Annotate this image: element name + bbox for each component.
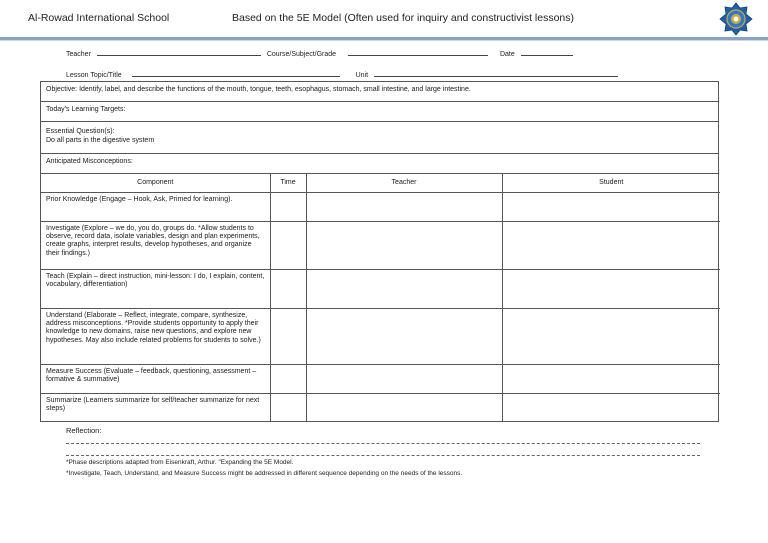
date-blank[interactable]: [521, 49, 573, 56]
lesson-blank[interactable]: [132, 70, 340, 77]
column-header-teacher: Teacher: [306, 174, 502, 192]
teacher-cell[interactable]: [306, 393, 502, 421]
learning-targets-label: Today's Learning Targets:: [46, 106, 126, 113]
reflection-line[interactable]: [66, 443, 700, 444]
teacher-label: Teacher: [66, 51, 91, 58]
unit-label: Unit: [355, 72, 369, 79]
student-cell[interactable]: [502, 364, 720, 393]
column-header-time: Time: [270, 174, 306, 192]
misconceptions-label: Anticipated Misconceptions:: [46, 158, 133, 165]
teacher-cell[interactable]: [306, 308, 502, 364]
page-header: [0, 0, 768, 38]
footnote: *Investigate, Teach, Understand, and Measure Success might be addressed in different sequence depending on the needs of the lessons.: [66, 470, 463, 477]
reflection-line[interactable]: [66, 455, 700, 456]
component-cell: Understand (Elaborate – Reflect, integrate, compare, synthesize, address misconceptions. *Provide students opportunity to apply their knowledge to new domains, raise new questions, and explore new hypotheses. May also include related problems for students to solve.): [41, 308, 270, 364]
date-label: Date: [499, 51, 515, 58]
essential-question-text: Do all parts in the digestive system: [46, 137, 155, 144]
table-row: [41, 269, 720, 308]
component-cell: Teach (Explain – direct instruction, mini-lesson: I do, I explain, content, vocabulary, differentiation): [41, 269, 270, 308]
misconceptions-row: [41, 154, 718, 174]
lesson-plan-form: [40, 81, 719, 422]
time-cell[interactable]: [270, 393, 306, 421]
teacher-course-date-row: [66, 49, 577, 58]
column-header-student: Student: [502, 174, 720, 192]
header-rule-thin: [0, 40, 768, 41]
teacher-cell[interactable]: [306, 192, 502, 221]
student-cell[interactable]: [502, 221, 720, 269]
unit-blank[interactable]: [374, 70, 618, 77]
student-cell[interactable]: [502, 308, 720, 364]
table-row: [41, 192, 720, 221]
teacher-cell[interactable]: [306, 364, 502, 393]
student-cell[interactable]: [502, 192, 720, 221]
time-cell[interactable]: [270, 192, 306, 221]
reflection-label: Reflection:: [66, 426, 102, 435]
learning-targets-row: [41, 102, 718, 122]
model-title: Based on the 5E Model (Often used for inquiry and constructivist lessons): [232, 12, 575, 24]
table-row: [41, 308, 720, 364]
component-cell: Prior Knowledge (Engage – Hook, Ask, Primed for learning).: [41, 192, 270, 221]
lesson-unit-row: [66, 70, 622, 79]
time-cell[interactable]: [270, 308, 306, 364]
teacher-cell[interactable]: [306, 269, 502, 308]
time-cell[interactable]: [270, 364, 306, 393]
component-cell: Measure Success (Evaluate – feedback, questioning, assessment – formative & summative): [41, 364, 270, 393]
column-header-component: Component: [41, 174, 270, 192]
objective-row: [41, 82, 718, 102]
essential-question-row: [41, 122, 718, 154]
essential-question-label: Essential Question(s):: [46, 128, 115, 135]
course-blank[interactable]: [348, 49, 488, 56]
course-label: Course/Subject/Grade: [266, 51, 337, 58]
teacher-blank[interactable]: [97, 49, 261, 56]
table-row: [41, 221, 720, 269]
time-cell[interactable]: [270, 269, 306, 308]
table-row: [41, 393, 720, 421]
component-cell: Investigate (Explore – we do, you do, groups do. *Allow students to observe, record data, isolate variables, design and plan experiments, create graphs, interpret results, develop hypotheses, and organize their findings.): [41, 221, 270, 269]
student-cell[interactable]: [502, 269, 720, 308]
student-cell[interactable]: [502, 393, 720, 421]
table-row: [41, 364, 720, 393]
footnote: *Phase descriptions adapted from Eisenkraft, Arthur. "Expanding the 5E Model.: [66, 459, 294, 466]
lesson-label: Lesson Topic/Title: [66, 72, 122, 79]
table-header-row: [41, 174, 720, 192]
time-cell[interactable]: [270, 221, 306, 269]
teacher-cell[interactable]: [306, 221, 502, 269]
phase-table: [41, 174, 720, 421]
school-name: Al-Rowad International School: [28, 12, 170, 24]
component-cell: Summarize (Learners summarize for self/teacher summarize for next steps): [41, 393, 270, 421]
objective-text: Objective: Identify, label, and describe the functions of the mouth, tongue, teeth, esophagus, stomach, small intestine, and large intestine.: [46, 86, 471, 93]
school-logo-icon: [718, 2, 754, 36]
